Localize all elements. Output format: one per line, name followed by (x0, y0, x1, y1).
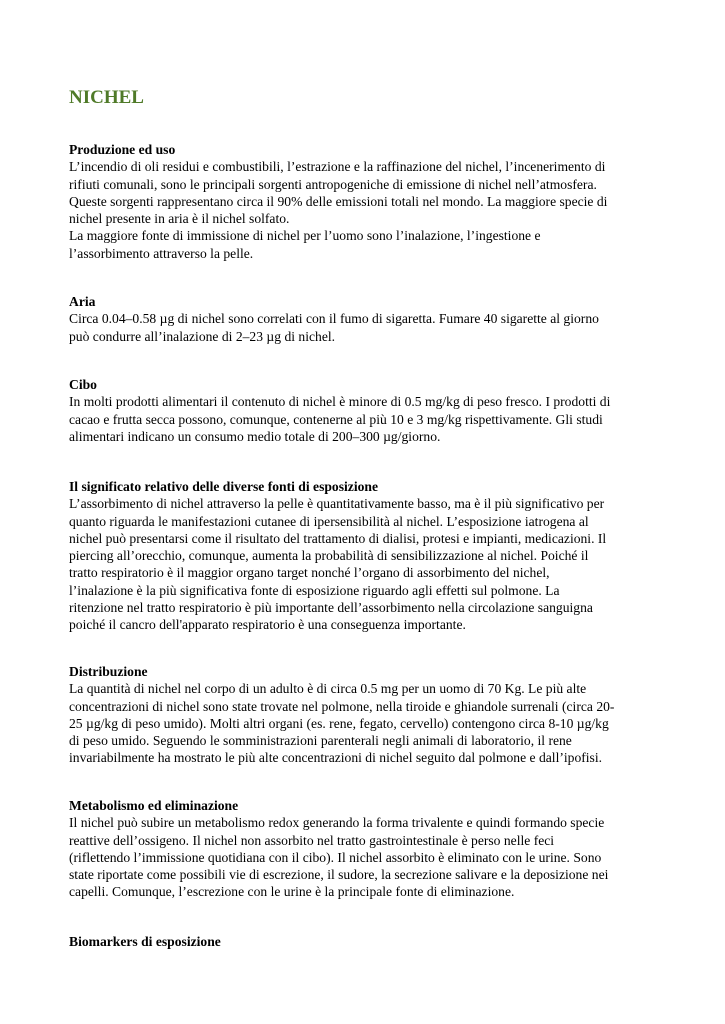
paragraph: In molti prodotti alimentari il contenuto di nichel è minore di 0.5 mg/kg di peso fresco. I prodotti di cacao e frutta secca possono, comunque, contenerne al più 10 e 3 mg/kg rispettivamente. Gli studi alimentari indicano un consumo medio totale di 200–300 µg/giorno. (69, 394, 611, 444)
section-heading: Il significato relativo delle diverse fonti di esposizione (69, 479, 378, 494)
section-heading: Distribuzione (69, 664, 148, 679)
paragraph: La quantità di nichel nel corpo di un adulto è di circa 0.5 mg per un uomo di 70 Kg. Le più alte concentrazioni di nichel sono state trovate nel polmone, nella tiroide e ghiandole surrenali (circa 20- 25 µg/kg di peso umido). Molti altri organi (es. rene, fegato, cervello) contengono circa 8-10 µg/kg di peso umido. Seguendo le somministrazioni parenterali negli animali di laboratorio, il rene invariabilmente ha mostrato le più alte concentrazioni di nichel seguito dal polmone e dall’ipofisi. (69, 681, 615, 766)
section-distribuzione (69, 663, 659, 767)
paragraph: L’incendio di oli residui e combustibili, l’estrazione e la raffinazione del nichel, l’incenerimento di rifiuti comunali, sono le principali sorgenti antropogeniche di emissione di nichel nell’atmosfera. Queste sorgenti rappresentano circa il 90% delle emissioni totali nel mondo. La maggiore specie di nichel presente in aria è il nichel solfato. (69, 159, 608, 227)
paragraph: Circa 0.04–0.58 µg di nichel sono correlati con il fumo di sigaretta. Fumare 40 sigarette al giorno può condurre all’inalazione di 2–23 µg di nichel. (69, 311, 599, 344)
document-page (69, 86, 659, 949)
paragraph: La maggiore fonte di immissione di nichel per l’uomo sono l’inalazione, l’ingestione e l’assorbimento attraverso la pelle. (69, 228, 541, 261)
section-heading: Cibo (69, 377, 97, 392)
section-produzione (69, 141, 659, 262)
section-biomarkers (69, 933, 659, 950)
section-metabolismo (69, 797, 659, 901)
paragraph: Il nichel può subire un metabolismo redox generando la forma trivalente e quindi formando specie reattive dell’ossigeno. Il nichel non assorbito nel tratto gastrointestinale è perso nelle feci (riflettendo l’immissione quotidiana con il cibo). Il nichel assorbito è eliminato con le urine. Sono state riportate come possibili vie di escrezione, il sudore, la secrezione salivare e la deposizione nei capelli. Comunque, l’escrezione con le urine è la principale fonte di eliminazione. (69, 815, 609, 900)
section-heading: Aria (69, 294, 96, 309)
document-title: NICHEL (69, 87, 144, 108)
section-fonti-esposizione (69, 478, 659, 634)
section-heading: Biomarkers di esposizione (69, 934, 221, 949)
section-heading: Produzione ed uso (69, 142, 176, 157)
section-cibo (69, 376, 659, 445)
section-aria (69, 293, 659, 345)
section-heading: Metabolismo ed eliminazione (69, 798, 239, 813)
paragraph: L’assorbimento di nichel attraverso la pelle è quantitativamente basso, ma è il più significativo per quanto riguarda le manifestazioni cutanee di ipersensibilità al nichel. L’esposizione iatrogena al nichel può presentarsi come il risultato del trattamento di dialisi, protesi e impianti, medicazioni. Il piercing all’orecchio, comunque, aumenta la probabilità di sensibilizzazione al nichel. Poiché il tratto respiratorio è il maggior organo target nonché l’organo di assorbimento del nichel, l’inalazione è la più significativa fonte di esposizione riguardo agli effetti sul polmone. La ritenzione nel tratto respiratorio è più importante dell’assorbimento nella circolazione sanguigna poiché il cancro dell'apparato respiratorio è una conseguenza importante. (69, 496, 607, 633)
